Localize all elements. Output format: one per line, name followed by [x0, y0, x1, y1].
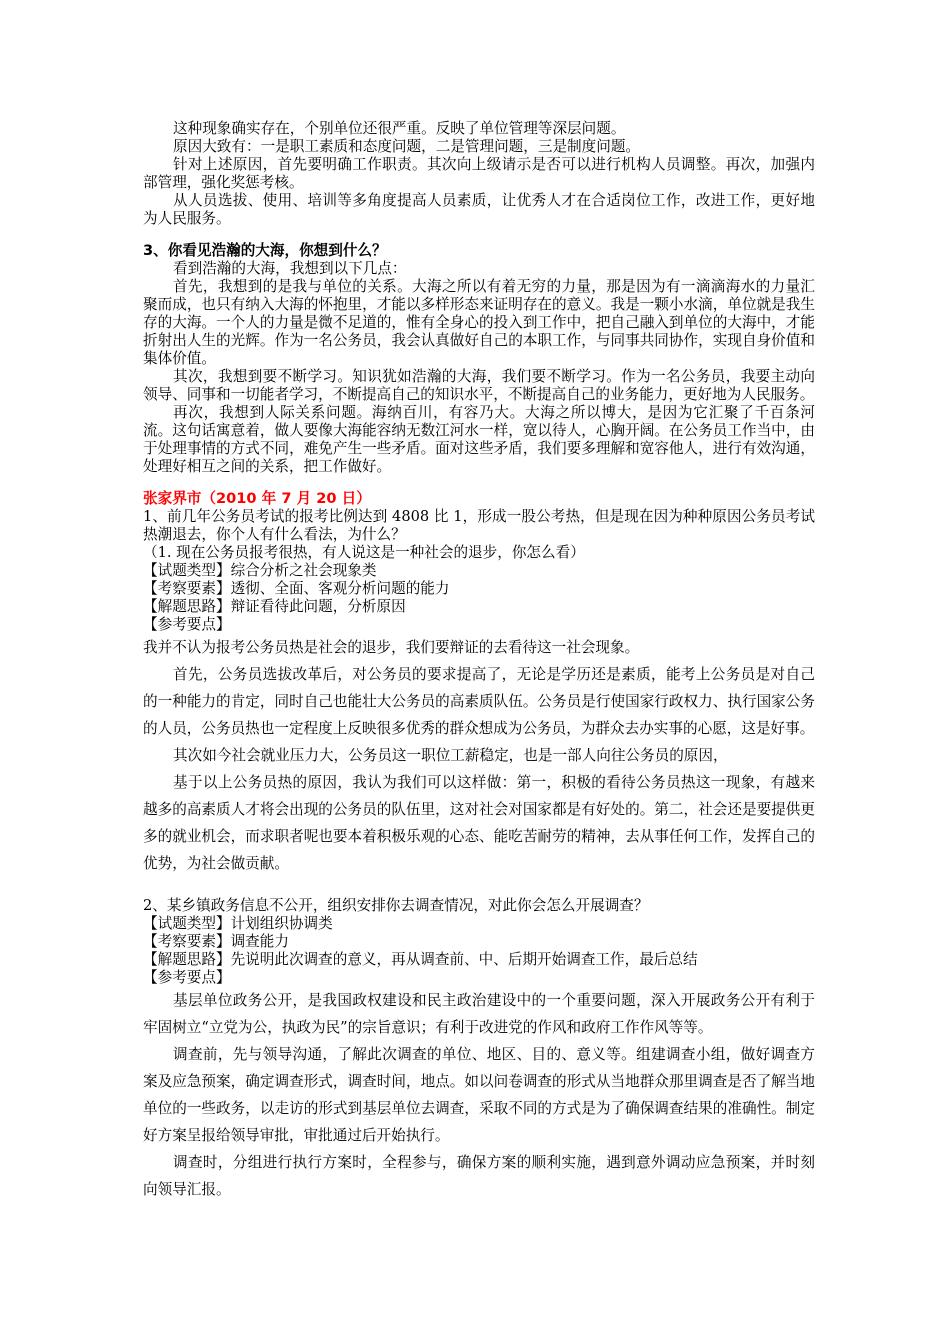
answer-paragraph: 调查时，分组进行执行方案时，全程参与，确保方案的顺利实施，遇到意外调动应急预案，并时刻向领导汇报。: [143, 1154, 815, 1198]
answer-paragraph: 我并不认为报考公务员热是社会的退步，我们要辩证的去看待这一社会现象。: [143, 639, 640, 656]
meta-elements: 【考察要素】透彻、全面、客观分析问题的能力: [143, 580, 450, 597]
section-title: 张家界市（2010 年 7 月 20 日）: [143, 490, 371, 507]
paragraph: 这种现象确实存在，个别单位还很严重。反映了单位管理等深层问题。: [173, 120, 626, 137]
meta-elements: 【考察要素】调查能力: [143, 933, 289, 950]
question-2-text: 2、某乡镇政务信息不公开，组织安排你去调查情况，对此你会怎么开展调查？: [143, 897, 649, 914]
question-1-text: 1、前几年公务员考试的报考比例达到 4808 比 1，形成一股公考热，但是现在因为种种原因公务员考试热潮退去，你个人有什么看法，为什么？: [143, 508, 815, 543]
meta-approach: 【解题思路】先说明此次调查的意义，再从调查前、中、后期开始调查工作，最后总结: [143, 951, 698, 968]
spacer: [143, 228, 815, 242]
meta-approach: 【解题思路】辩证看待此问题，分析原因: [143, 598, 406, 615]
paragraph: 看到浩瀚的大海，我想到以下几点：: [173, 260, 407, 277]
answer-paragraph: 基层单位政务公开，是我国政权建设和民主政治建设中的一个重要问题，深入开展政务公开有利于牢固树立“立党为公，执政为民”的宗旨意识；有利于改进党的作风和政府工作作风等等。: [143, 992, 815, 1036]
answer-paragraph: 基于以上公务员热的原因，我认为我们可以这样做：第一，积极的看待公务员热这一现象，有越来越多的高素质人才将会出现的公务员的队伍里，这对社会对国家都是有好处的。第二，社会还是要提供更多的就业机会，而求职者呢也要本着积极乐观的心态、能吃苦耐劳的精神，去从事任何工作，发挥自己的优势，为社会做贡献。: [143, 774, 815, 872]
spacer: [143, 877, 815, 897]
meta-type: 【试题类型】计划组织协调类: [143, 915, 333, 932]
paragraph: 从人员选拔、使用、培训等多角度提高人员素质，让优秀人才在合适岗位工作，改进工作，更好地为人民服务。: [143, 192, 815, 227]
meta-points: 【参考要点】: [143, 969, 231, 986]
answer-paragraph: 其次如今社会就业压力大，公务员这一职位工薪稳定，也是一部人向往公务员的原因，: [173, 747, 728, 764]
paragraph: 再次，我想到人际关系问题。海纳百川，有容乃大。大海之所以博大，是因为它汇聚了千百条河流。这句话寓意着，做人要像大海能容纳无数江河水一样，宽以待人，心胸开阔。在公务员工作当中，由于处理事情的方式不同，难免产生一些矛盾。面对这些矛盾，我们要多理解和宽容他人，进行有效沟通，处理好相互之间的关系，把工作做好。: [143, 404, 815, 475]
answer-paragraph: 首先，公务员选拔改革后，对公务员的要求提高了，无论是学历还是素质，能考上公务员是对自己的一种能力的肯定，同时自己也能壮大公务员的高素质队伍。公务员是行使国家行政权力、执行国家公务的人员，公务员热也一定程度上反映很多优秀的群众想成为公务员，为群众去办实事的心愿，这是好事。: [143, 666, 815, 737]
question-1-sub: （1. 现在公务员报考很热，有人说这是一种社会的退步，你怎么看）: [143, 544, 585, 561]
paragraph: 原因大致有：一是职工素质和态度问题，二是管理问题，三是制度问题。: [173, 138, 641, 155]
meta-type: 【试题类型】综合分析之社会现象类: [143, 562, 377, 579]
paragraph: 针对上述原因，首先要明确工作职责。其次向上级请示是否可以进行机构人员调整。再次，加强内部管理，强化奖惩考核。: [143, 156, 815, 191]
question-3-heading: 3、你看见浩瀚的大海，你想到什么？: [143, 242, 387, 259]
paragraph: 其次，我想到要不断学习。知识犹如浩瀚的大海，我们要不断学习。作为一名公务员，我要主动向领导、同事和一切能者学习，不断提高自己的知识水平，不断提高自己的业务能力，更好地为人民服务。: [143, 368, 815, 403]
meta-points: 【参考要点】: [143, 616, 231, 633]
paragraph: 首先，我想到的是我与单位的关系。大海之所以有着无穷的力量，那是因为有一滴滴海水的力量汇聚而成，也只有纳入大海的怀抱里，才能以多样形态来证明存在的意义。我是一颗小水滴，单位就是我生存的大海。一个人的力量是微不足道的，惟有全身心的投入到工作中，把自己融入到单位的大海中，才能折射出人生的光辉。作为一名公务员，我会认真做好自己的本职工作，与同事共同协作，实现自身价值和集体价值。: [143, 278, 815, 367]
document-page: [143, 120, 815, 1203]
spacer: [143, 476, 815, 490]
answer-paragraph: 调查前，先与领导沟通，了解此次调查的单位、地区、目的、意义等。组建调查小组，做好调查方案及应急预案，确定调查形式，调查时间，地点。如以问卷调查的形式从当地群众那里调查是否了解当地单位的一些政务，以走访的形式到基层单位去调查，采取不同的方式是为了确保调查结果的准确性。制定好方案呈报给领导审批，审批通过后开始执行。: [143, 1046, 815, 1144]
